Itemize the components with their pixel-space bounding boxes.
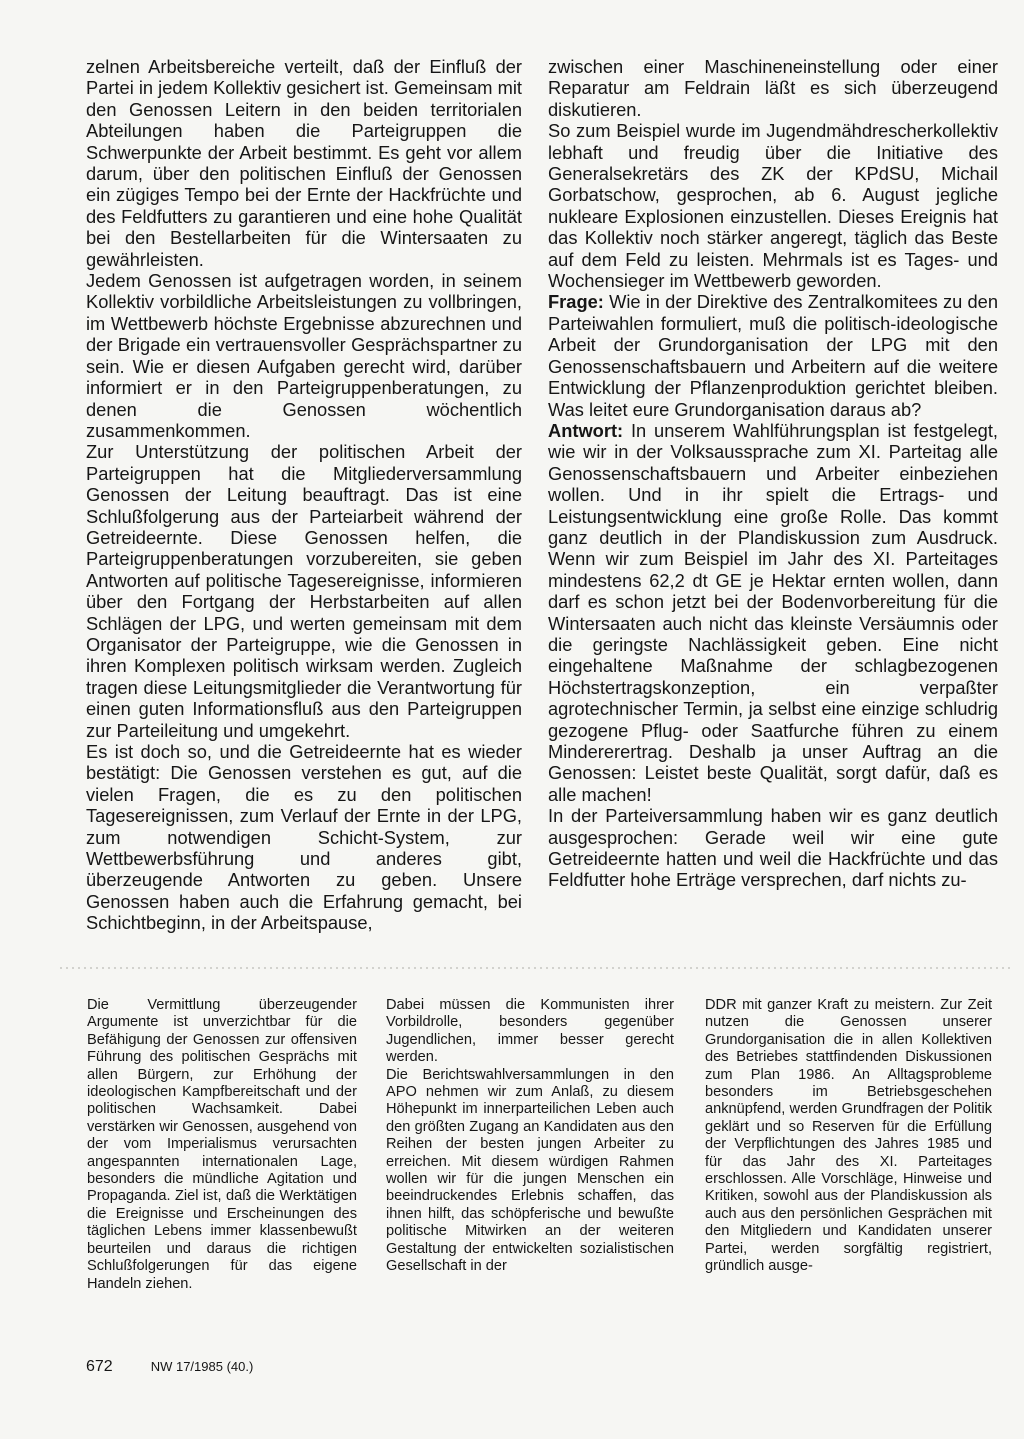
paragraph: Jedem Genossen ist aufgetragen worden, in seinem Kollektiv vorbildliche Arbeitsleistungen zu vollbringen, im Wettbewerb höchste Ergebnisse abzurechnen und der Brigade ein vertrauensvoller Gesprächspartner zu sein. Wie er diesen Aufgaben gerecht wird, darüber informiert er in den Parteigruppenberatungen, zu denen die Genossen wöchentlich zusammenkommen. (86, 270, 522, 441)
page-number: 672 (86, 1358, 113, 1375)
interview-answer (548, 420, 998, 805)
answer-label: Antwort: (548, 419, 624, 441)
bottom-column-2 (386, 997, 674, 1276)
article-column-right (548, 56, 998, 891)
question-text: Wie in der Direktive des Zentralkomitees zu den Parteiwahlen formuliert, muß die politisch-ideologische Arbeit der Grundorganisation der LPG mit den Genossenschaftsbauern und Arbeitern auf die weitere Entwicklung der Pflanzenproduktion gerichtet bleiben. Was leitet eure Grundorganisation daraus ab? (548, 291, 998, 420)
paragraph: Zur Unterstützung der politischen Arbeit der Parteigruppen hat die Mitgliederversammlung Genossen der Leitung beauftragt. Das ist eine Schlußfolgerung aus der Parteiarbeit während der Getreideernte. Diese Genossen helfen, die Parteigruppenberatungen vorzubereiten, sie geben Antworten auf politische Tagesereignisse, informieren über den Fortgang der Herbstarbeiten auf allen Schlägen der LPG, und werten gemeinsam mit dem Organisator der Parteigruppe, wie die Genossen in ihren Komplexen politisch wirksam werden. Zugleich tragen diese Leitungsmitglieder die Verantwortung für einen guten Informationsfluß aus den Parteigruppen zur Parteileitung und umgekehrt. (86, 441, 522, 741)
bottom-column-3 (705, 997, 992, 1276)
paragraph: Die Berichtswahlversammlungen in den APO nehmen wir zum Anlaß, zu diesem Höhepunkt im innerparteilichen Leben auch den größten Zugang an Kandidaten aus den Reihen der besten jungen Arbeiter zu erreichen. Mit diesem würdigen Rahmen wollen wir für die jungen Menschen ein beeindruckendes Erlebnis schaffen, das ihnen hilft, das schöpferische und bewußte politische Mitwirken an der weiteren Gestaltung der entwickelten sozialistischen Gesellschaft in der (386, 1066, 674, 1275)
section-divider (60, 967, 1010, 969)
issue-reference: NW 17/1985 (40.) (150, 1359, 254, 1374)
question-label: Frage: (548, 291, 604, 313)
paragraph: Die Vermittlung überzeugender Argumente ist unverzichtbar für die Befähigung der Genossen zur offensiven Führung des politischen Gesprächs mit allen Bürgern, zur Erhöhung der ideologischen Kampfbereitschaft und der politischen Wachsamkeit. Dabei verstärken wir Genossen, ausgehend von der vom Imperialismus verursachten angespannten internationalen Lage, besonders die mündliche Agitation und Propaganda. Ziel ist, daß die Werktätigen die Ereignisse und Erscheinungen des täglichen Lebens immer klassenbewußt beurteilen und daraus die richtigen Schlußfolgerungen für das eigene Handeln ziehen. (87, 997, 357, 1292)
paragraph: Dabei müssen die Kommunisten ihrer Vorbildrolle, besonders gegenüber Jugendlichen, immer besser gerecht werden. (386, 997, 674, 1066)
bottom-column-1 (87, 997, 357, 1293)
interview-question (548, 291, 998, 419)
page-footer (86, 1358, 253, 1376)
paragraph: DDR mit ganzer Kraft zu meistern. Zur Zeit nutzen die Genossen unserer Grundorganisation die in allen Kollektiven des Betriebes stattfindenden Diskussionen zum Plan 1986. An Alltagsprobleme besonders im Betriebsgeschehen anknüpfend, werden Grundfragen der Politik geklärt und so Reserven für die Erfüllung der Verpflichtungen des Jahres 1985 und für das Jahr des XI. Parteitages erschlossen. Alle Vorschläge, Hinweise und Kritiken, sowohl aus der Plandiskussion als auch aus den persönlichen Gesprächen mit den Mitgliedern und Kandidaten unserer Partei, werden sorgfältig registriert, gründlich ausge- (705, 997, 992, 1275)
paragraph: zelnen Arbeitsbereiche verteilt, daß der Einfluß der Partei in jedem Kollektiv gesichert ist. Gemeinsam mit den Genossen Leitern in den beiden territorialen Abteilungen haben die Parteigruppen die Schwerpunkte der Arbeit bestimmt. Es geht vor allem darum, über den politischen Einfluß der Genossen ein zügiges Tempo bei der Ernte der Hackfrüchte und des Feldfutters zu garantieren und eine hohe Qualität bei den Bestellarbeiten für die Wintersaaten zu gewährleisten. (86, 56, 522, 270)
paragraph: So zum Beispiel wurde im Jugendmähdrescherkollektiv lebhaft und freudig über die Initiative des Generalsekretärs des ZK der KPdSU, Michail Gorbatschow, gesprochen, ab 6. August jegliche nukleare Explosionen einzustellen. Dieses Ereignis hat das Kollektiv noch stärker angeregt, täglich das Beste auf dem Feld zu leisten. Mehrmals ist es Tages- und Wochensieger im Wettbewerb geworden. (548, 120, 998, 292)
article-column-left (86, 56, 522, 934)
paragraph: In der Parteiversammlung haben wir es ganz deutlich ausgesprochen: Gerade weil wir eine gute Getreideernte hatten und weil die Hackfrüchte und das Feldfutter hohe Erträge versprechen, darf nichts zu- (548, 805, 998, 891)
paragraph: zwischen einer Maschineneinstellung oder einer Reparatur am Feldrain läßt es sich überzeugend diskutieren. (548, 56, 998, 120)
answer-text: In unserem Wahlführungsplan ist festgelegt, wie wir in der Volksaussprache zum XI. Parteitag alle Genossenschaftsbauern und Arbeiter einbeziehen wollen. Und in ihr spielt die Ertrags- und Leistungsentwicklung eine große Rolle. Das kommt ganz deutlich in der Plandiskussion zum Ausdruck. Wenn wir zum Beispiel im Jahr des XI. Parteitages mindestens 62,2 dt GE je Hektar ernten wollen, dann darf es schon jetzt bei der Bodenvorbereitung für die Wintersaaten auch nicht das kleinste Versäumnis oder die geringste Nachlässigkeit geben. Eine nicht eingehaltene Maßnahme der schlagbezogenen Höchstertragskonzeption, ein verpaßter agrotechnischer Termin, ja selbst eine einzige schludrig gezogene Pflug- oder Saatfurche führen zu einem Mindererertrag. Deshalb ja unser Auftrag an die Genossen: Leistet beste Qualität, sorgt dafür, daß es alle machen! (548, 419, 998, 805)
paragraph: Es ist doch so, und die Getreideernte hat es wieder bestätigt: Die Genossen verstehen es gut, auf die vielen Fragen, die es zu den politischen Tagesereignissen, zum Verlauf der Ernte in der LPG, zum notwendigen Schicht-System, zur Wettbewerbsführung und anderes gibt, überzeugende Antworten zu geben. Unsere Genossen haben auch die Erfahrung gemacht, bei Schichtbeginn, in der Arbeitspause, (86, 741, 522, 934)
